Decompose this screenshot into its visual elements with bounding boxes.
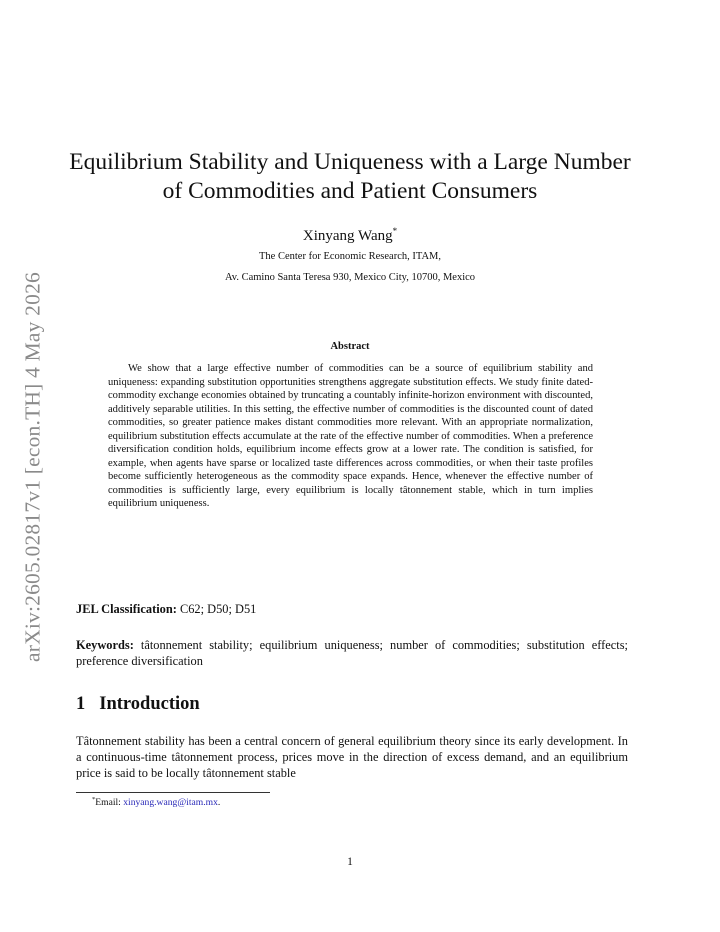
email-link[interactable]: xinyang.wang@itam.mx <box>123 797 218 809</box>
keywords-value: tâtonnement stability; equilibrium uniqueness; number of commodities; substitution effects; preference diversification <box>76 638 628 668</box>
footnote-suffix: . <box>217 797 221 809</box>
affiliation-line-2: Av. Camino Santa Teresa 930, Mexico City, 10700, Mexico <box>224 272 476 283</box>
arxiv-side-stamp: arXiv:2605.02817v1 [econ.TH] 4 May 2026 <box>20 272 45 662</box>
affiliation-line-1: The Center for Economic Research, ITAM, <box>259 251 441 262</box>
author-footnote-mark: * <box>392 226 398 236</box>
author-name: Xinyang Wang <box>302 228 393 244</box>
footnote-mark: * <box>92 796 96 803</box>
section-heading <box>76 694 200 715</box>
page-number: 1 <box>347 856 353 868</box>
abstract-heading: Abstract <box>330 341 370 352</box>
footnote-rule <box>76 792 270 793</box>
jel-label: JEL Classification: <box>76 602 177 616</box>
section-title: Introduction <box>99 694 200 714</box>
abstract-text: We show that a large effective number of commodities can be a source of equilibrium stability and uniqueness: expanding substitution opportunities strengthens aggregate substitution effects. We study finite dated-commodity exchange economies obtained by truncating a countably infinite-horizon environment with discounted, additively separable utilities. In this setting, the effective number of commodities is the discounted count of dated commodities, so greater patience makes distant commodities more relevant. With an appropriate normalization, equilibrium substitution effects accumulate at the rate of the effective number of commodities. When a preference diversification condition holds, equilibrium income effects grow at a lower rate. The condition is satisfied, for example, when agents have sparse or localized taste differences across commodities, or when their taste profiles become sufficiently heterogeneous as the commodity space expands. Hence, whenever the effective number of commodities is sufficiently large, every equilibrium is locally tâtonnement stable, which in turn implies equilibrium uniqueness. <box>108 363 593 509</box>
author-line <box>60 226 640 245</box>
section-number: 1 <box>76 694 86 714</box>
jel-classification <box>76 601 628 617</box>
paper-title: Equilibrium Stability and Uniqueness with a Large Number of Commodities and Patient Consumers <box>69 149 631 204</box>
jel-value: C62; D50; D51 <box>179 602 257 616</box>
keywords-label: Keywords: <box>76 638 134 652</box>
footnote <box>92 796 220 808</box>
footnote-label: Email: <box>95 797 121 809</box>
keywords <box>76 637 628 669</box>
introduction-paragraph: Tâtonnement stability has been a central concern of general equilibrium theory since its early development. In a continuous-time tâtonnement process, prices move in the direction of excess demand, and an equilibrium price is said to be locally tâtonnement stable <box>76 734 628 780</box>
